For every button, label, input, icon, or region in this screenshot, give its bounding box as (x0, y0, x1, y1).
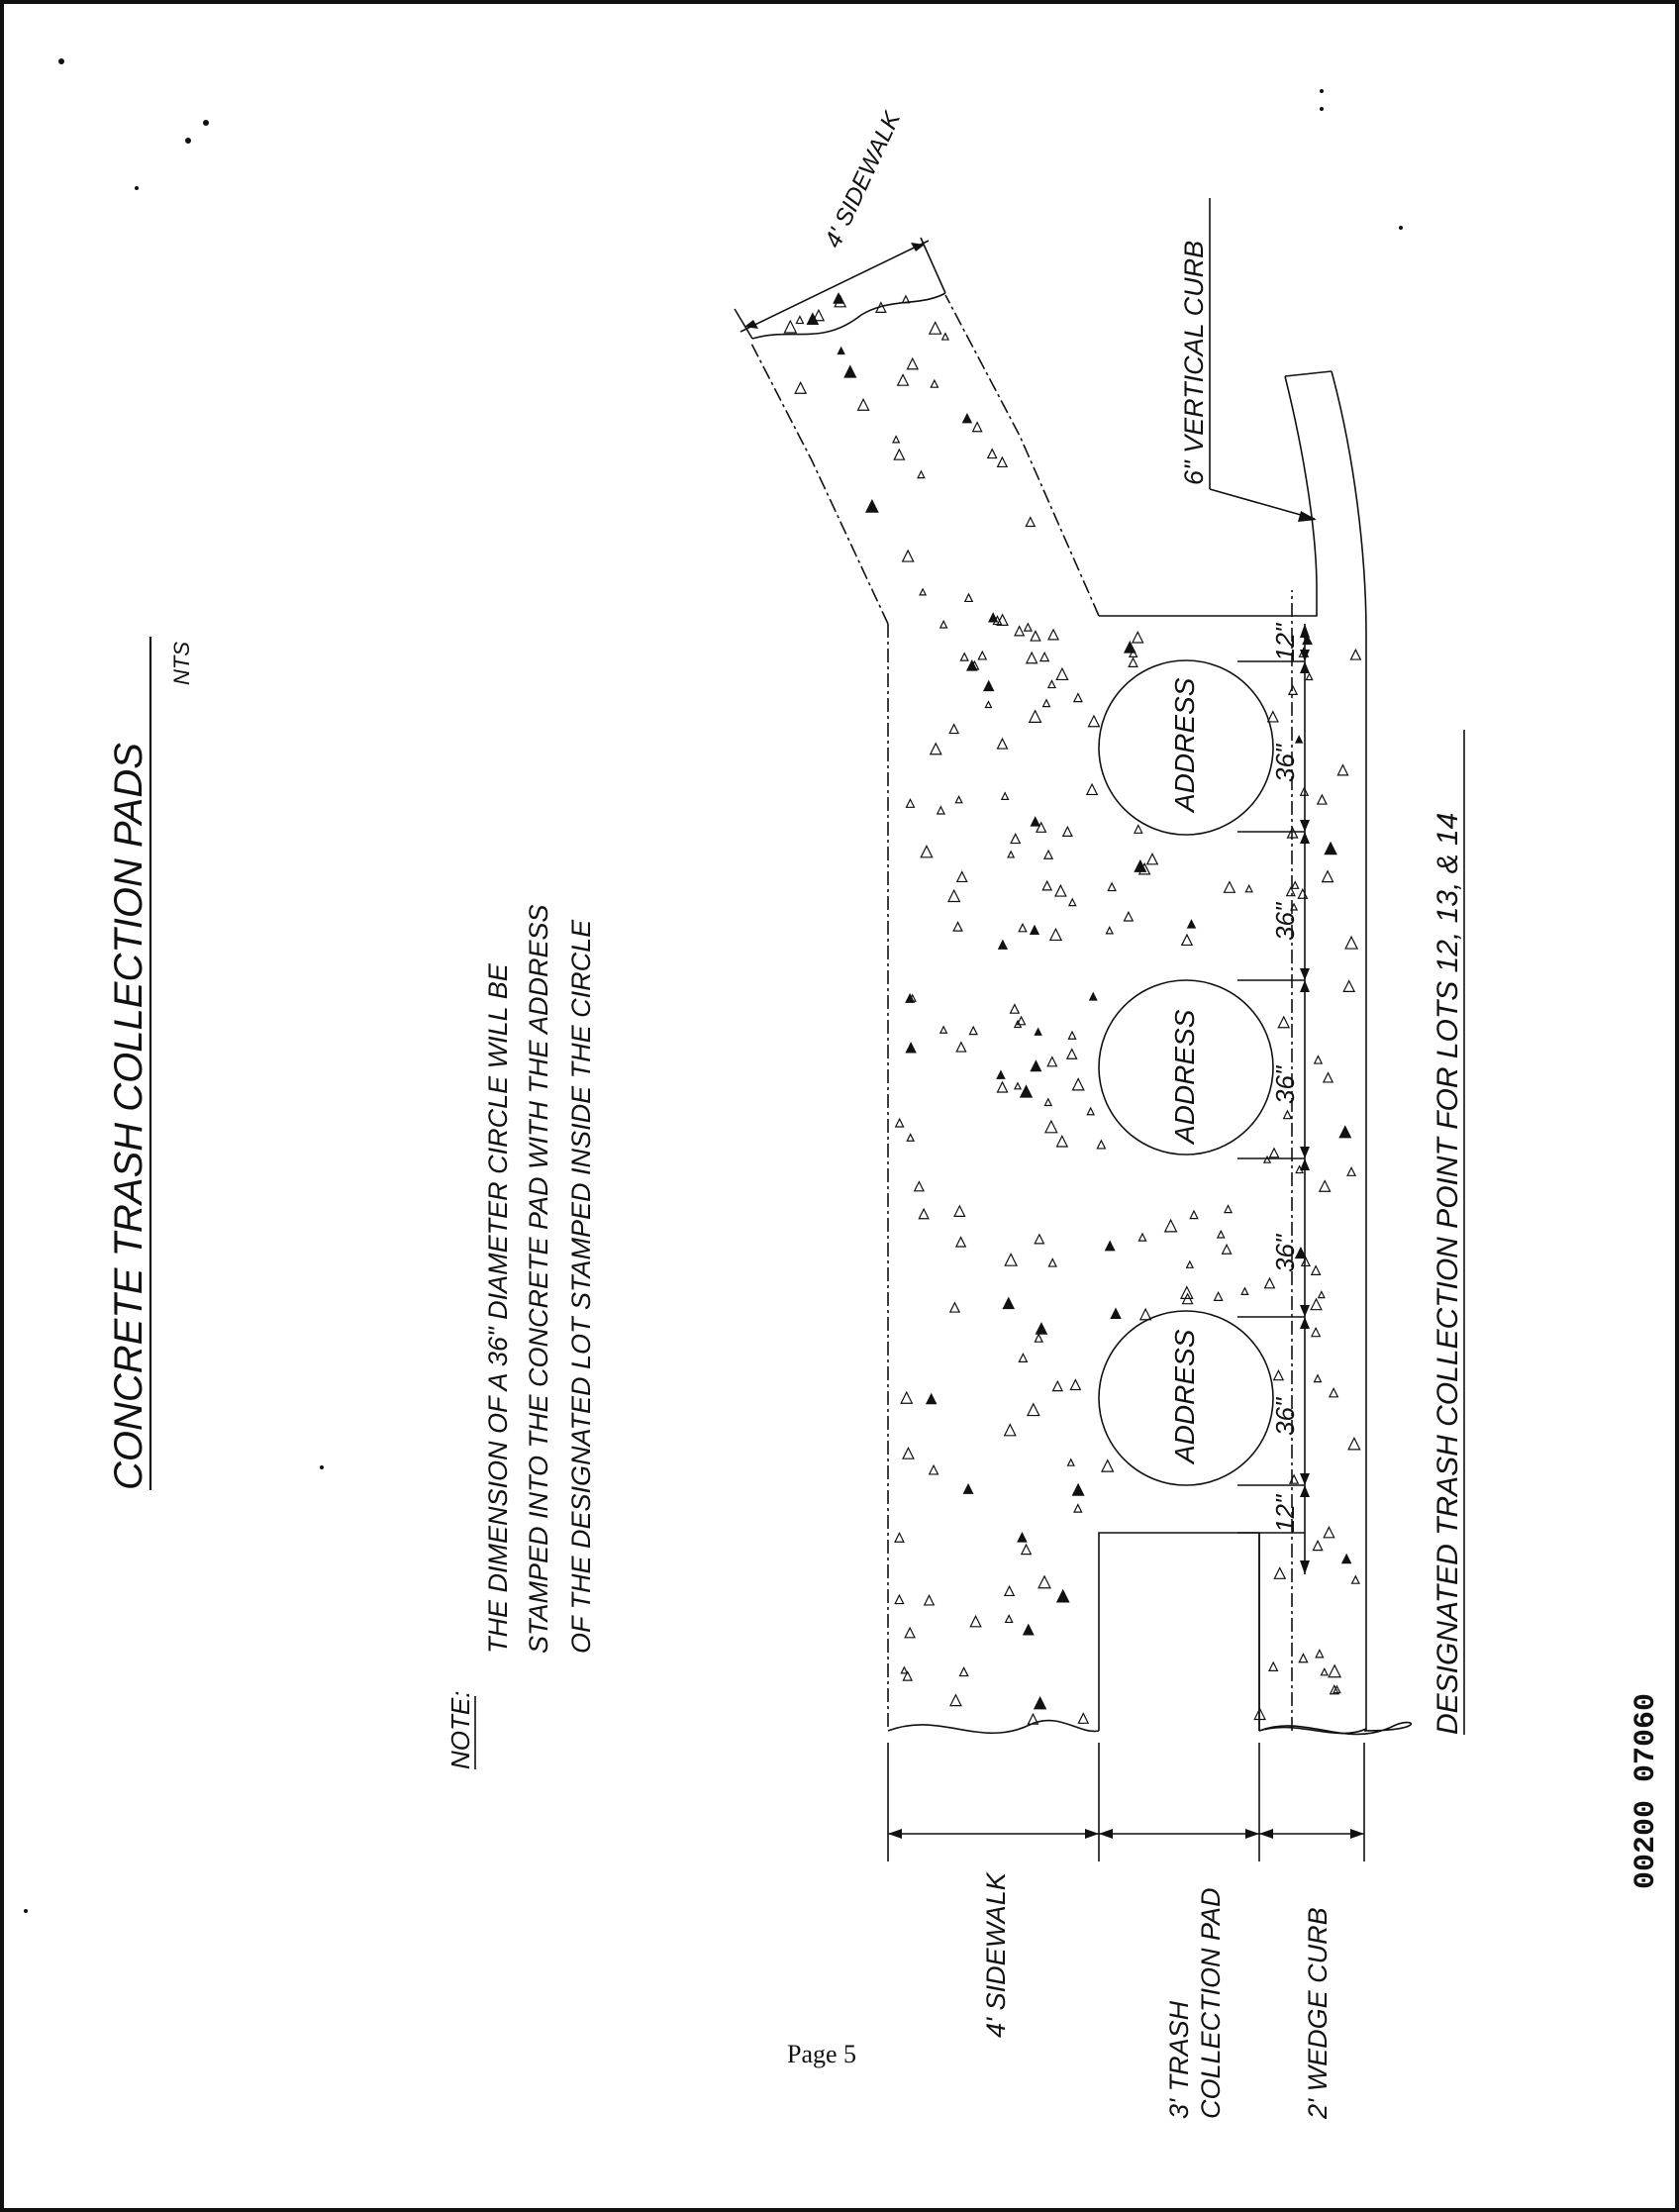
aggregate-mark (1018, 1533, 1027, 1542)
aggregate-mark (1015, 627, 1024, 636)
aggregate-mark (1067, 1050, 1077, 1059)
drawing-title: CONCRETE TRASH COLLECTION PADS (107, 743, 150, 1490)
aggregate-mark (1035, 1697, 1045, 1708)
aggregate-mark (901, 1392, 912, 1403)
aggregate-mark (907, 799, 915, 807)
aggregate-mark (950, 1695, 961, 1706)
address-label-1: ADDRESS (1169, 677, 1200, 812)
aggregate-mark (964, 1484, 973, 1493)
aggregate-mark (955, 796, 961, 802)
aggregate-mark (1306, 673, 1312, 679)
aggregate-mark (956, 1043, 965, 1052)
aggregate-mark (1322, 1668, 1329, 1675)
address-circle-2 (1099, 980, 1273, 1155)
aggregate-mark (930, 322, 941, 334)
aggregate-mark (1316, 1650, 1323, 1657)
aggregate-mark (1320, 1181, 1331, 1192)
aggregate-mark (965, 594, 972, 601)
aggregate-mark (1074, 694, 1082, 702)
aggregate-mark (1323, 871, 1333, 882)
aggregate-mark (984, 681, 994, 691)
aggregate-mark (998, 739, 1008, 749)
aggregate-mark (1125, 912, 1134, 921)
aggregate-mark (1040, 653, 1048, 660)
aggregate-mark (795, 382, 806, 393)
aggregate-mark (1048, 680, 1055, 687)
aggregate-mark (1265, 1278, 1275, 1288)
document-stamp: 00200 07060 (1630, 1692, 1663, 1889)
aggregate-mark (1312, 1328, 1320, 1336)
aggregate-mark (1097, 1141, 1105, 1149)
aggregate-mark (1140, 1309, 1151, 1320)
aggregate-mark (969, 1027, 977, 1035)
aggregate-mark (1324, 1527, 1333, 1537)
aggregate-mark (957, 871, 967, 881)
aggregate-mark (1225, 882, 1235, 893)
vertical-curb-leader (1210, 198, 1317, 522)
aggregate-mark (963, 414, 972, 423)
aggregate-mark (1019, 924, 1027, 932)
dim-gap-1: 36" (1270, 902, 1300, 941)
callout-vertical-curb: 6" VERTICAL CURB (1179, 240, 1209, 485)
dim-end-offset-start: 12" (1270, 623, 1300, 661)
aggregate-mark (1028, 1404, 1039, 1416)
aggregate-mark (921, 846, 932, 856)
aggregate-mark (1302, 1257, 1310, 1265)
aggregate-mark (1045, 1121, 1057, 1133)
aggregate-mark (1245, 885, 1252, 892)
aggregate-mark (844, 366, 855, 377)
aggregate-mark (960, 654, 967, 660)
aggregate-mark (858, 399, 869, 410)
aggregate-mark (1278, 1017, 1289, 1028)
aggregate-mark (997, 1071, 1004, 1078)
aggregate-mark (1270, 1149, 1279, 1157)
aggregate-mark (978, 652, 986, 659)
aggregate-mark (1068, 1032, 1075, 1039)
aggregate-mark (930, 1465, 938, 1474)
aggregate-mark (1106, 1242, 1115, 1251)
aggregate-mark (989, 614, 997, 622)
aggregate-mark (1073, 1484, 1084, 1495)
aggregate-mark (950, 1303, 959, 1312)
aggregate-mark (1042, 881, 1051, 890)
page-number: Page 5 (787, 2040, 857, 2068)
aggregate-mark (907, 1134, 914, 1141)
aggregate-mark (1044, 851, 1052, 858)
aggregate-mark (1138, 1234, 1145, 1241)
aggregate-mark (1223, 1245, 1232, 1254)
aggregate-mark (907, 358, 918, 369)
aggregate-mark (1022, 1545, 1032, 1555)
aggregate-mark (999, 941, 1007, 949)
sidewalk-width-dimension (735, 238, 945, 339)
aggregate-mark (1021, 1086, 1032, 1097)
aggregate-mark (1015, 1083, 1021, 1089)
aggregate-mark (940, 1027, 946, 1033)
aggregate-mark (942, 334, 948, 340)
aggregate-mark (1190, 1211, 1198, 1219)
aggregate-mark (1030, 711, 1041, 723)
aggregate-mark (1133, 632, 1143, 643)
label-trash-pad-2: COLLECTION PAD (1196, 1887, 1226, 2119)
aggregate-mark (1035, 1235, 1043, 1244)
callout-sidewalk-top: 4' SIDEWALK (819, 107, 907, 252)
aggregate-mark (1037, 1323, 1047, 1334)
aggregate-mark (1089, 716, 1100, 727)
aggregate-mark (895, 1533, 904, 1542)
aggregate-mark (1044, 1099, 1051, 1106)
aggregate-mark (1102, 1460, 1113, 1471)
aggregate-mark (970, 1616, 981, 1627)
aggregate-mark (1329, 1665, 1340, 1677)
aggregate-mark (1053, 1381, 1062, 1390)
aggregate-mark (1024, 1625, 1034, 1635)
aggregate-mark (893, 437, 899, 443)
note-line-2: STAMPED INTO THE CONCRETE PAD WITH THE ADDRESS (524, 904, 553, 1654)
aggregate-mark (1318, 795, 1327, 804)
aggregate-mark (953, 922, 962, 931)
aggregate-mark (905, 1628, 915, 1638)
aggregate-mark (988, 450, 997, 458)
aggregate-mark (1005, 1586, 1014, 1595)
aggregate-mark (1215, 1292, 1223, 1300)
width-dimensions (888, 1743, 1364, 1861)
aggregate-mark (1274, 1567, 1285, 1578)
aggregate-mark (1056, 668, 1067, 679)
aggregate-mark (956, 1238, 965, 1247)
aggregate-mark (1347, 1167, 1355, 1175)
aggregate-mark (1135, 825, 1142, 833)
note-line-3: OF THE DESIGNATED LOT STAMPED INSIDE THE CIRCLE (566, 919, 596, 1654)
dim-circle-3: 36" (1270, 1397, 1300, 1436)
aggregate-mark (1011, 834, 1020, 843)
aggregate-mark (1324, 1073, 1333, 1082)
aggregate-mark (1027, 653, 1037, 663)
dim-gap-2: 36" (1270, 1234, 1300, 1272)
aggregate-mark (1350, 650, 1360, 659)
aggregate-mark (1073, 1079, 1084, 1090)
aggregate-mark (1241, 1288, 1248, 1295)
sheet-border (2, 2, 1677, 2210)
label-wedge-curb: 2' WEDGE CURB (1303, 1907, 1333, 2119)
label-sidewalk-width: 4' SIDEWALK (981, 1872, 1011, 2038)
aggregate-mark (1313, 1541, 1322, 1550)
aggregate-mark (1057, 1136, 1068, 1147)
scale-label: NTS (169, 642, 194, 685)
aggregate-mark (1068, 1459, 1074, 1465)
aggregate-mark (1031, 1061, 1040, 1071)
aggregate-mark (925, 1595, 935, 1605)
aggregate-mark (1074, 1505, 1082, 1513)
aggregate-mark (1087, 784, 1097, 794)
aggregate-mark (948, 890, 959, 901)
aggregate-mark (1019, 1354, 1027, 1361)
aggregate-mark (1181, 1287, 1193, 1299)
aggregate-mark (998, 457, 1007, 466)
address-label-2: ADDRESS (1169, 1009, 1200, 1144)
aggregate-mark (1129, 658, 1137, 667)
aggregate-mark (1055, 885, 1066, 896)
aggregate-mark (1187, 1261, 1193, 1267)
aggregate-mark (920, 589, 926, 595)
aggregate-mark (1043, 700, 1050, 707)
aggregate-mark (973, 423, 982, 432)
aggregate-mark (1006, 1615, 1013, 1622)
aggregate-mark (1165, 1220, 1177, 1232)
aggregate-mark (1035, 1029, 1040, 1035)
aggregate-mark (1018, 1017, 1026, 1025)
aggregate-mark (1274, 1370, 1283, 1379)
aggregate-mark (901, 1667, 907, 1673)
aggregate-mark (1348, 1438, 1360, 1450)
aggregate-mark (938, 807, 944, 814)
aggregate-mark (1005, 1425, 1016, 1436)
aggregate-mark (1050, 929, 1061, 940)
aggregate-mark (1147, 854, 1158, 864)
aggregate-mark (906, 1043, 915, 1052)
aggregate-mark (1290, 1475, 1298, 1483)
aggregate-mark (1005, 1254, 1017, 1265)
label-trash-pad-1: 3' TRASH (1164, 2000, 1194, 2119)
aggregate-mark (796, 317, 803, 324)
aggregate-mark (1315, 1056, 1322, 1063)
aggregate-mark (1343, 981, 1354, 992)
aggregate-mark (1299, 1654, 1307, 1661)
aggregate-mark (1025, 624, 1032, 631)
aggregate-mark (997, 1082, 1007, 1092)
aggregate-mark (1069, 899, 1076, 906)
pad-outline (750, 293, 1411, 1734)
aggregate-mark (1296, 737, 1302, 743)
aggregate-mark (1003, 1298, 1014, 1309)
aggregate-mark (1057, 1590, 1069, 1602)
aggregate-mark (1311, 1299, 1322, 1310)
aggregate-mark (1298, 889, 1307, 898)
aggregate-mark (1225, 1205, 1232, 1212)
aggregate-mark (1182, 935, 1192, 945)
aggregate-mark (1315, 1375, 1322, 1382)
aggregate-mark (1087, 1108, 1094, 1115)
aggregate-mark (1078, 1714, 1088, 1724)
aggregate-mark (940, 621, 947, 628)
aggregate-mark (1002, 793, 1009, 800)
aggregate-mark (1031, 631, 1040, 641)
aggregate-mark (1352, 1576, 1359, 1583)
address-circle-3 (1099, 1311, 1273, 1485)
note-heading: NOTE: (445, 1690, 475, 1769)
aggregate-mark (931, 744, 941, 754)
aggregate-mark (1325, 843, 1336, 855)
aggregate-mark (927, 1394, 937, 1404)
aggregate-mark (894, 450, 904, 459)
aggregate-mark (1035, 1335, 1042, 1343)
aggregate-mark (1011, 1005, 1020, 1014)
aggregate-mark (1330, 1388, 1337, 1396)
dim-end-offset-end: 12" (1270, 1494, 1300, 1533)
aggregate-mark (1339, 1127, 1350, 1138)
aggregate-mark (1038, 1576, 1050, 1588)
aggregate-mark (1032, 818, 1040, 827)
aggregate-mark (838, 348, 843, 353)
dim-circle-1: 36" (1270, 744, 1300, 782)
aggregate-mark (1063, 827, 1072, 836)
aggregate-mark (903, 551, 914, 561)
aggregate-mark (1312, 1266, 1321, 1275)
aggregate-mark (1345, 937, 1357, 949)
aggregate-mark (895, 1595, 903, 1603)
aggregate-mark (1125, 642, 1136, 653)
aggregate-mark (954, 1206, 964, 1216)
aggregate-mark (1289, 686, 1297, 694)
address-label-3: ADDRESS (1169, 1329, 1200, 1463)
aggregate-mark (1135, 860, 1145, 871)
aggregate-mark (1319, 1291, 1325, 1297)
aggregate-mark (1047, 1057, 1056, 1066)
address-circle-1 (1099, 660, 1273, 835)
aggregate-mark (1111, 1309, 1121, 1319)
aggregate-mark (1188, 920, 1196, 928)
aggregate-mark (931, 380, 938, 387)
aggregate-mark (1342, 1555, 1351, 1563)
aggregate-mark (866, 500, 878, 512)
aggregate-mark (915, 1182, 924, 1191)
aggregate-mark (949, 725, 958, 734)
aggregate-mark (896, 1119, 904, 1127)
aggregate-mark (959, 1667, 967, 1675)
aggregate-mark (1106, 927, 1113, 934)
aggregate-mark (985, 702, 991, 708)
aggregate-mark (1292, 882, 1299, 889)
aggregate-mark (1008, 852, 1014, 857)
aggregate-mark (1337, 765, 1347, 775)
note-line-1: THE DIMENSION OF A 36" DIAMETER CIRCLE WILL BE (483, 963, 513, 1654)
aggregate-mark (1108, 883, 1116, 891)
aggregate-mark (1269, 1662, 1277, 1670)
aggregate-mark (918, 471, 925, 478)
aggregate-mark (1090, 993, 1097, 1000)
aggregate-mark (784, 321, 796, 333)
aggregate-mark (919, 1209, 929, 1219)
dim-circle-2: 36" (1270, 1065, 1300, 1104)
aggregate-mark (1284, 1111, 1292, 1119)
aggregate-mark (1048, 1259, 1056, 1267)
aggregate-mark (1031, 926, 1038, 934)
drawing-caption: DESIGNATED TRASH COLLECTION POINT FOR LOTS 12, 13, & 14 (1432, 812, 1464, 1735)
aggregate-mark (898, 374, 909, 385)
aggregate-mark (1070, 1380, 1080, 1390)
aggregate-mark (1048, 630, 1058, 640)
aggregate-mark (1218, 1231, 1225, 1238)
aggregate-mark (903, 1448, 914, 1458)
aggregate-mark (1026, 518, 1035, 527)
